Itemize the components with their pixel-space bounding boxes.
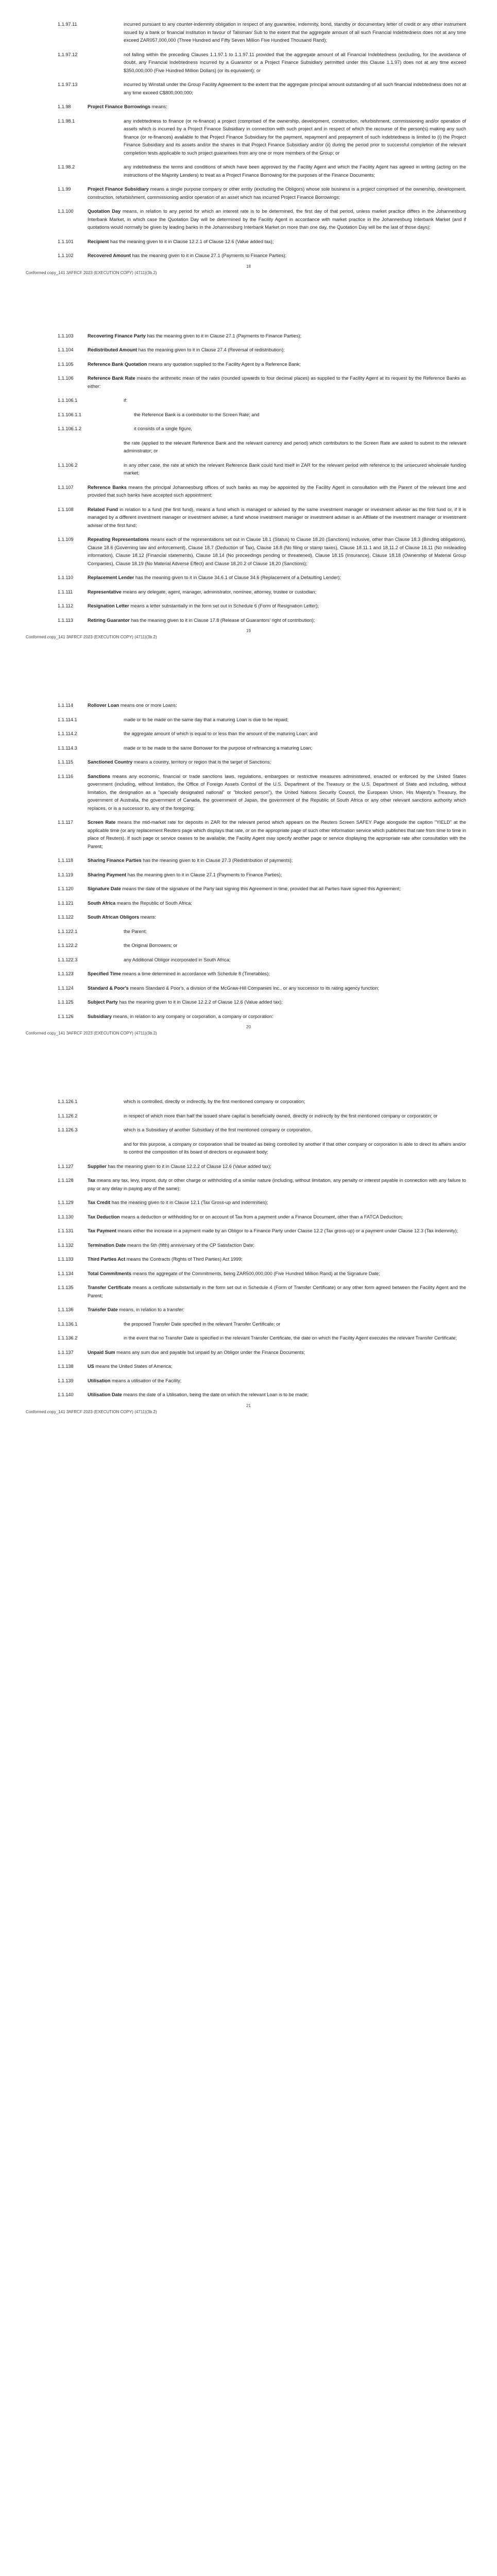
clause-number: 1.1.114.1: [58, 717, 77, 722]
clause-1-1-119: [0, 871, 497, 879]
clause-number: 1.1.126.2: [58, 1113, 78, 1118]
clause-number: 1.1.133: [58, 1257, 74, 1262]
clause-1-1-121: [0, 900, 497, 908]
clause-1-1-126: [0, 1013, 497, 1021]
clause-text: has the meaning given to it in Clause 27.1 (Payments to Finance Parties);: [130, 253, 287, 258]
clause-text: the proposed Transfer Date specified in the relevant Transfer Certificate; or: [124, 1321, 281, 1327]
clause-1-1-113: [0, 617, 497, 625]
defined-term: Utilisation: [88, 1378, 111, 1383]
clause-number: 1.1.116: [58, 773, 73, 779]
clause-number: 1.1.125: [58, 999, 74, 1005]
clause-1-1-136: [0, 1306, 497, 1314]
clause-text: means the Republic of South Africa;: [115, 900, 192, 906]
clause-1-1-117: [0, 819, 497, 851]
clause-text: means either the increase in a payment made by an Obligor to a Finance Party under Clause 12.2 (Tax gross-up) or a payment under Clause 12.3 (Tax indemnity);: [116, 1228, 458, 1233]
clause-1-1-140: [0, 1391, 497, 1399]
defined-term: Unpaid Sum: [88, 1349, 115, 1355]
clause-text: incurred pursuant to any counter-indemnity obligation in respect of any guarantee, indemnity, bond, standby or documentary letter of credit or any other instrument issued by a bank or financial institution in favour of Talisman/ Sub to the extent that the aggregate amount of all such Financial Indebtedness does not at any time exceed ZAR057,000,000 (Three Hundred and Fifty Seven Million Five Hundred Thousand Rand);: [124, 22, 466, 43]
clause-number: 1.1.107: [58, 484, 74, 490]
clause-number: 1.1.126.3: [58, 1127, 78, 1132]
clause-text: any indebtedness to finance (or re-finance) a project (comprised of the ownership, development, construction, refurbishment, commissioning and/or operation of assets which is incurred by a Project Finance Subsidiary in connection with such project and in respect of which the recourse of the person(s) making any such finance (or re-finances) available to that Project Finance Subsidiary for the payment, repayment and prepayment of such indebtedness is limited to (i) the Project Finance Subsidiary and its assets and/or the shares in that Project Finance Subsidiary and/or (ii) during the period prior to successful completion of the relevant completion tests applicable to such project guarantees from any one or more members of the Group; or: [124, 118, 466, 156]
clause-1-1-114-1: [0, 716, 497, 724]
clause-number: 1.1.122.3: [58, 957, 78, 962]
clause-1-1-106-2: [0, 462, 497, 478]
clause-number: 1.1.106.1: [58, 398, 78, 403]
clause-number: 1.1.104: [58, 347, 74, 352]
clause-number: 1.1.135: [58, 1285, 74, 1290]
defined-term: Transfer Date: [88, 1307, 118, 1312]
clause-text: in respect of which more than half the issued share capital is beneficially owned, directly or indirectly by the first mentioned company or corporation; or: [124, 1113, 438, 1118]
clause-number: 1.1.101: [58, 239, 74, 244]
clause-1-1-128: [0, 1177, 497, 1193]
defined-term: Representative: [88, 589, 122, 595]
clause-text: means the date of the signature of the Party last signing this Agreement in time, provided that all Parties have signed this Agreement;: [121, 886, 401, 891]
clause-number: 1.1.97.11: [58, 22, 77, 27]
clause-1-1-137: [0, 1349, 497, 1357]
clause-1-1-114-3: [0, 744, 497, 753]
clause-1-1-135: [0, 1284, 497, 1300]
clause-number: 1.1.136.1: [58, 1321, 78, 1327]
clause-number: 1.1.122: [58, 914, 74, 920]
clause-text: means:: [150, 104, 167, 109]
clause-text: has the meaning given to it in Clause 12.1 (Tax Gross-up and indemnities);: [110, 1200, 268, 1205]
clause-1-1-98: [0, 103, 497, 111]
clause-text: has the meaning given to it in Clause 27.1 (Payments to Finance Parties);: [126, 872, 282, 877]
clause-text: means the Contracts (Rights of Third Parties) Act 1999;: [125, 1257, 243, 1262]
defined-term: Reference Bank Rate: [88, 376, 135, 381]
clause-number: 1.1.138: [58, 1364, 74, 1369]
clause-1-1-112: [0, 602, 497, 611]
clause-text: if:: [124, 398, 128, 403]
clause-number: 1.1.114.3: [58, 745, 77, 751]
clause-1-1-122-3: [0, 956, 497, 964]
clause-1-1-105: [0, 361, 497, 369]
clause-number: 1.1.98.1: [58, 118, 75, 124]
defined-term: Tax: [88, 1178, 96, 1183]
clause-1-1-139: [0, 1377, 497, 1385]
clause-1-1-126-3: [0, 1126, 497, 1134]
clause-1-1-103: [0, 332, 497, 341]
page-footer: [0, 260, 497, 332]
clause-1-1-99: [0, 185, 497, 201]
clause-1-1-122-2: [0, 942, 497, 950]
clause-text: means the 5th (fifth) anniversary of the CP Satisfaction Date;: [126, 1242, 254, 1248]
clause-text: means a country, territory or region that is the target of Sanctions;: [132, 759, 271, 765]
clause-number: 1.1.123: [58, 971, 74, 976]
clause-text: has the meaning given to it in Clause 12.2.2 of Clause 12.6 (Value added tax);: [106, 1163, 271, 1169]
clause-1-1-120: [0, 885, 497, 893]
clause-text: means the mid-market rate for deposits in ZAR for the relevant period which appears on the Reuters Screen SAFEY Page alongside the caption "YIELD" at the applicable time (or any replacement Reuters page which displays that rate, or on the appropriate page of such other information service which publishes that rate from time to time in place of Reuters). If such page or service ceases to be available, the Facility Agent may specify another page or service displaying the appropriate rate after consultation with the Parent;: [88, 820, 466, 849]
clause-text: means the arithmetic mean of the rates (rounded upwards to four decimal places) as supplied to the Facility Agent at its request by the Reference Banks as either:: [88, 376, 466, 389]
clause-number: 1.1.136.2: [58, 1335, 78, 1341]
clause-1-1-97-11: [0, 21, 497, 45]
defined-term: Tax Deduction: [88, 1214, 120, 1219]
defined-term: Retiring Guarantor: [88, 617, 130, 623]
clause-text: has the meaning given to it in Clause 27.3 (Redistribution of payments);: [141, 858, 293, 863]
clause-1-1-111: [0, 588, 497, 597]
clause-1-1-106-1: [0, 397, 497, 405]
clause-1-1-102: [0, 252, 497, 260]
clause-text: made or to be made on the same day that a maturing Loan is due to be repaid;: [124, 717, 289, 722]
defined-term: Standard & Poor's: [88, 985, 129, 991]
defined-term: South African Obligors: [88, 914, 140, 920]
clause-1-1-115: [0, 758, 497, 767]
clause-number: 1.1.106: [58, 376, 74, 381]
clause-1-1-106: [0, 375, 497, 391]
clause-number: 1.1.113: [58, 617, 73, 623]
clause-1-1-98-2: [0, 163, 497, 179]
clause-number: 1.1.115: [58, 759, 73, 765]
clause-1-1-132: [0, 1242, 497, 1250]
clause-1-1-106-1-continuation: [0, 439, 497, 455]
clause-1-1-109: [0, 536, 497, 568]
clause-text: means any sum due and payable but unpaid by an Obligor under the Finance Documents;: [115, 1349, 305, 1355]
clause-1-1-123: [0, 970, 497, 978]
defined-term: Supplier: [88, 1163, 107, 1169]
clause-1-1-98-1: [0, 117, 497, 158]
clause-text: has the meaning given to it in Clause 17.8 (Release of Guarantors' right of contribution);: [129, 617, 315, 623]
clause-text: means one or more Loans:: [119, 703, 177, 708]
clause-number: 1.1.131: [58, 1228, 74, 1233]
clause-1-1-131: [0, 1227, 497, 1235]
clause-text: means:: [139, 914, 156, 920]
clause-1-1-134: [0, 1270, 497, 1278]
defined-term: Project Finance Borrowings: [88, 104, 151, 109]
clause-1-1-104: [0, 346, 497, 354]
defined-term: Specified Time: [88, 971, 121, 976]
clause-text: the Reference Bank is a contributor to the Screen Rate; and: [134, 412, 260, 417]
clause-text: has the meaning given to it in Clause 27.1 (Payments to Finance Parties);: [145, 333, 302, 338]
clause-number: 1.1.127: [58, 1163, 74, 1169]
defined-term: Recipient: [88, 239, 109, 244]
clause-text: means, in relation to any period for which an interest rate is to be determined, the first day of that period, unless market practice differs in the Johannesburg Interbank Market, in which case the Quotation Day will be determined by the Facility Agent in accordance with market practice in the Johannesburg Interbank Market (and if quotations would normally be given by leading banks in the Johannesburg Interbank Market on more than one day, the Quotation Day will be the last of those days);: [88, 209, 466, 230]
clause-1-1-127: [0, 1163, 497, 1171]
defined-term: Tax Payment: [88, 1228, 116, 1233]
clause-number: 1.1.106.1.1: [58, 412, 81, 417]
defined-term: Screen Rate: [88, 820, 116, 825]
defined-term: Resignation Letter: [88, 603, 129, 608]
clause-text: has the meaning given to it in Clause 27.4 (Reversal of redistribution);: [137, 347, 285, 352]
defined-term: Related Fund: [88, 506, 118, 512]
conformed-copy-label: Conformed copy_141 3AFRCF 2023 (EXECUTION COPY) (4711)(3b.2): [26, 1031, 157, 1036]
defined-term: Sharing Payment: [88, 872, 127, 877]
clause-number: 1.1.97.13: [58, 82, 78, 87]
clause-number: 1.1.119: [58, 872, 73, 877]
conformed-copy-label: Conformed copy_141 3AFRCF 2023 (EXECUTION COPY) (4711)(3b.2): [26, 1409, 157, 1414]
clause-text: means a deduction or withholding for or on account of Tax from a payment under a Finance Document, other than a FATCA Deduction;: [119, 1214, 403, 1219]
defined-term: Rollover Loan: [88, 703, 119, 708]
defined-term: Recovering Finance Party: [88, 333, 146, 338]
clause-text: incurred by Winstall under the Group Facility Agreement to the extent that the aggregate principal amount outstanding of all such financial indebtedness does not at any time exceed C$800,000,000;: [124, 82, 466, 95]
clause-1-1-122-1: [0, 928, 497, 936]
clause-number: 1.1.110: [58, 575, 73, 580]
clause-number: 1.1.98.2: [58, 164, 75, 170]
defined-term: Sanctioned Country: [88, 759, 133, 765]
clause-1-1-107: [0, 484, 497, 500]
clause-number: 1.1.129: [58, 1200, 74, 1205]
clause-1-1-124: [0, 985, 497, 993]
page-footer: [0, 1399, 497, 1430]
defined-term: Signature Date: [88, 886, 121, 891]
page-number: 21: [246, 1403, 251, 1408]
clause-text: in any other case, the rate at which the relevant Reference Bank could fund itself in ZAR for the relevant period with reference to the unsecured wholesale funding market;: [124, 462, 466, 476]
clause-text: the aggregate amount of which is equal to or less than the amount of the maturing Loan; and: [124, 731, 318, 736]
defined-term: Total Commitments: [88, 1270, 132, 1276]
clause-number: 1.1.134: [58, 1270, 74, 1276]
clause-1-1-126-2: [0, 1112, 497, 1121]
clause-number: 1.1.108: [58, 506, 74, 512]
clause-1-1-126-1: [0, 1098, 497, 1106]
clause-number: 1.1.98: [58, 104, 71, 109]
clause-text: has the meaning given to it in Clause 12.2.1 of Clause 12.6 (Value added tax);: [109, 239, 274, 244]
clause-text: and for this purpose, a company or corporation shall be treated as being controlled by another if that other company or corporation is able to direct its affairs and/or to control the composition of its board of directors or equivalent body;: [124, 1141, 466, 1155]
defined-term: Replacement Lender: [88, 575, 134, 580]
clause-text: has the meaning given to it in Clause 12.2.2 of Clause 12.6 (Value added tax);: [117, 999, 283, 1005]
clause-number: 1.1.137: [58, 1349, 74, 1355]
clause-text: means each of the representations set out in Clause 18.1 (Status) to Clause 18.20 (Sanctions) inclusive, other than Clause 18.3 (Binding obligations), Clause 18.6 (Governing law and enforcement), Clause 18.7 (Deduction of Tax), Clause 18.8 (No filing or stamp taxes), Clause 18.11.1 and 18.11.2 of Clause 18.11 (No misleading information), Clause 18.12 (Financial statements), Clause 18.14 (No proceedings pending or threatened), Clause 18.15 (Insurance), Clause 18.18 (Ownership of Material Group Companies), Clause 18.19 (No Material Adverse Effect) and Clause 18.20.2 of Clause 18.20 (Sanctions);: [88, 537, 466, 566]
clause-text: means a single purpose company or other entity (excluding the Obligors) whose sole business is a project comprised of the ownership, development, construction, refurbishment, commissioning and/or operation of an asset which has incurred Project Finance Borrowings;: [88, 187, 467, 200]
page-footer: [0, 1021, 497, 1098]
defined-term: South Africa: [88, 900, 116, 906]
defined-term: Reference Bank Quotation: [88, 361, 147, 367]
clause-text: the rate (applied to the relevant Reference Bank and the relevant currency and period) which contributors to the Screen Rate are asked to submit to the relevant administrator; or: [124, 440, 466, 453]
defined-term: Project Finance Subsidiary: [88, 187, 149, 192]
clause-1-1-126-continuation: [0, 1141, 497, 1157]
clause-number: 1.1.100: [58, 209, 74, 214]
clause-number: 1.1.118: [58, 858, 73, 863]
page-number: 18: [246, 264, 251, 269]
clause-1-1-125: [0, 998, 497, 1007]
clause-number: 1.1.136: [58, 1307, 74, 1312]
clause-number: 1.1.132: [58, 1242, 74, 1248]
clause-1-1-133: [0, 1256, 497, 1264]
defined-term: Redistributed Amount: [88, 347, 138, 352]
clause-number: 1.1.103: [58, 333, 74, 338]
defined-term: Quotation Day: [88, 209, 121, 214]
defined-term: US: [88, 1364, 94, 1369]
clause-1-1-138: [0, 1363, 497, 1371]
clause-number: 1.1.106.2: [58, 462, 78, 468]
clause-text: means Standard & Poor's, a division of the McGraw-Hill Companies Inc., or any successor to its rating agency function;: [128, 985, 380, 991]
clause-1-1-110: [0, 574, 497, 582]
clause-text: has the meaning given to it in Clause 34.6.1 of Clause 34.6 (Replacement of a Defaulting Lender);: [134, 575, 341, 580]
page-footer: [0, 624, 497, 702]
clause-text: which is controlled, directly or indirectly, by the first mentioned company or corporation;: [124, 1099, 305, 1104]
clause-number: 1.1.124: [58, 985, 74, 991]
clause-1-1-129: [0, 1199, 497, 1207]
clause-text: in the event that no Transfer Date is specified in the relevant Transfer Certificate, the date on which the Facility Agent executes the relevant Transfer Certificate;: [124, 1335, 457, 1341]
clause-number: 1.1.112: [58, 603, 73, 608]
defined-term: Sharing Finance Parties: [88, 858, 142, 863]
defined-term: Recovered Amount: [88, 253, 131, 258]
clause-text: means any quotation supplied to the Facility Agent by a Reference Bank;: [147, 361, 301, 367]
clause-number: 1.1.128: [58, 1178, 74, 1183]
clause-number: 1.1.130: [58, 1214, 74, 1219]
clause-number: 1.1.120: [58, 886, 74, 891]
clause-text: the Parent;: [124, 928, 147, 934]
clause-text: which is a Subsidiary of another Subsidiary of the first mentioned company or corporation,: [124, 1127, 312, 1132]
clause-text: means any delegate, agent, manager, administrator, nominee, attorney, trustee or custodian;: [121, 589, 317, 595]
clause-1-1-97-12: [0, 51, 497, 75]
clause-text: means the date of a Utilisation, being the date on which the relevant Loan is to be made;: [122, 1392, 309, 1397]
clause-1-1-106-1-2: [0, 425, 497, 433]
clause-text: means any tax, levy, impost, duty or other charge or withholding of a similar nature (including, without limitation, any penalty or interest payable in connection with any failure to pay or any delay in paying any of the same);: [88, 1178, 466, 1191]
defined-term: Utilisation Date: [88, 1392, 122, 1397]
clause-number: 1.1.139: [58, 1378, 74, 1383]
clause-number: 1.1.97.12: [58, 52, 78, 57]
clause-number: 1.1.122.2: [58, 943, 78, 948]
defined-term: Third Parties Act: [88, 1257, 126, 1262]
clause-text: means a time determined in accordance with Schedule 8 (Timetables);: [121, 971, 270, 976]
clause-1-1-130: [0, 1213, 497, 1222]
clause-1-1-101: [0, 238, 497, 246]
clause-1-1-97-13: [0, 81, 497, 97]
defined-term: Subject Party: [88, 999, 118, 1005]
clause-1-1-136-1: [0, 1320, 497, 1329]
defined-term: Termination Date: [88, 1242, 126, 1248]
clause-1-1-122: [0, 913, 497, 922]
clause-number: 1.1.106.1.2: [58, 426, 81, 431]
clause-text: means the United States of America;: [94, 1364, 173, 1369]
clause-text: means a utilisation of the Facility;: [110, 1378, 182, 1383]
clause-1-1-106-1-1: [0, 411, 497, 419]
clause-1-1-114: [0, 702, 497, 710]
clause-text: in relation to a fund (the first fund), means a fund which is managed or advised by the same investment manager or investment adviser as the first fund or, if it is managed by a different investment manager or investment adviser, a fund whose investment manager or investment adviser is an Affiliate of the investment manager or investment adviser of the first fund;: [88, 506, 466, 528]
clause-number: 1.1.140: [58, 1392, 74, 1397]
clause-text: means a letter substantially in the form set out in Schedule 6 (Form of Resignation Letter);: [129, 603, 319, 608]
defined-term: Reference Banks: [88, 484, 127, 490]
defined-term: Repeating Representations: [88, 537, 149, 542]
clause-text: any indebtedness the terms and conditions of which have been approved by the Facility Agent and which the Facility Agent has agreed in writing (acting on the instructions of the Majority Lenders) to treat as a Project Finance Borrowing for the purposes of the Finance Documents;: [124, 164, 466, 178]
clause-number: 1.1.114: [58, 703, 73, 708]
page-number: 20: [246, 1025, 251, 1029]
clause-number: 1.1.126: [58, 1013, 74, 1019]
clause-text: means, in relation to any company or corporation, a company or corporation:: [111, 1013, 273, 1019]
clause-number: 1.1.122.1: [58, 928, 78, 934]
clause-text: means, in relation to a transfer:: [117, 1307, 184, 1312]
page-number: 19: [246, 629, 251, 633]
clause-text: not falling within the preceding Clauses 1.1.97.1 to 1.1.97.11 provided that the aggregate amount of all Financial Indebtedness (excluding, for the avoidance of doubt, any Financial Indebtedness incurred by a Guarantor or a Project Finance Subsidiary permitted under this Clause 1.1.97) does not at any time exceed $350,000,000 (Five Hundred Million Dollars) (or its equivalent); or: [124, 52, 466, 73]
clause-number: 1.1.126.1: [58, 1099, 78, 1104]
clause-number: 1.1.109: [58, 537, 74, 542]
clause-1-1-100: [0, 208, 497, 232]
clause-number: 1.1.121: [58, 900, 74, 906]
clause-text: made or to be made to the same Borrower for the purpose of refinancing a maturing Loan;: [124, 745, 313, 751]
clause-number: 1.1.114.2: [58, 731, 77, 736]
clause-1-1-118: [0, 857, 497, 865]
conformed-copy-label: Conformed copy_141 3AFRCF 2023 (EXECUTION COPY) (4711)(3b.2): [26, 635, 157, 639]
defined-term: Tax Credit: [88, 1200, 111, 1205]
clause-text: any Additional Obligor incorporated in South Africa;: [124, 957, 231, 962]
clause-text: means the aggregate of the Commitments, being ZAR500,000,000 (Five Hundred Million Rand) at the Signature Date;: [131, 1270, 380, 1276]
defined-term: Subsidiary: [88, 1013, 112, 1019]
clause-text: the Original Borrowers; or: [124, 943, 178, 948]
clause-text: means a certificate substantially in the form set out in Schedule 4 (Form of Transfer Certificate) or any other form agreed between the Facility Agent and the Parent;: [88, 1285, 466, 1298]
clause-text: it consists of a single figure,: [134, 426, 192, 431]
clause-text: means the principal Johannesburg offices of such banks as may be appointed by the Facility Agent in consultation with the Parent of the relevant time and provided that such banks have accepted such appointment;: [88, 484, 466, 498]
defined-term: Transfer Certificate: [88, 1285, 131, 1290]
conformed-copy-label: Conformed copy_141 3AFRCF 2023 (EXECUTION COPY) (4711)(3b.2): [26, 270, 157, 275]
defined-term: Sanctions: [88, 773, 110, 779]
clause-1-1-108: [0, 506, 497, 530]
clause-1-1-114-2: [0, 730, 497, 738]
clause-number: 1.1.102: [58, 253, 74, 258]
clause-1-1-116: [0, 773, 497, 813]
clause-1-1-136-2: [0, 1334, 497, 1343]
clause-text: means any economic, financial or trade sanctions laws, regulations, embargoes or restrictive measures administered, enacted or enforced by the United States government (including, without limitation, the Office of Foreign Assets Control of the U.S. Department of the Treasury or the U.S. Department of State and including, without limitation, the designation as a "specially designated national" or "blocked person"), the United Nations Security Council, the European Union, His Majesty's Treasury, the government of Australia, the government of Canada, the government of Japan, the government of the Republic of South Africa or any other relevant sanctions authority which replaces, or is a successor to, any of the foregoing;: [88, 773, 466, 811]
clause-number: 1.1.105: [58, 361, 74, 367]
clause-number: 1.1.99: [58, 187, 71, 192]
clause-number: 1.1.111: [58, 589, 73, 595]
clause-number: 1.1.117: [58, 820, 73, 825]
